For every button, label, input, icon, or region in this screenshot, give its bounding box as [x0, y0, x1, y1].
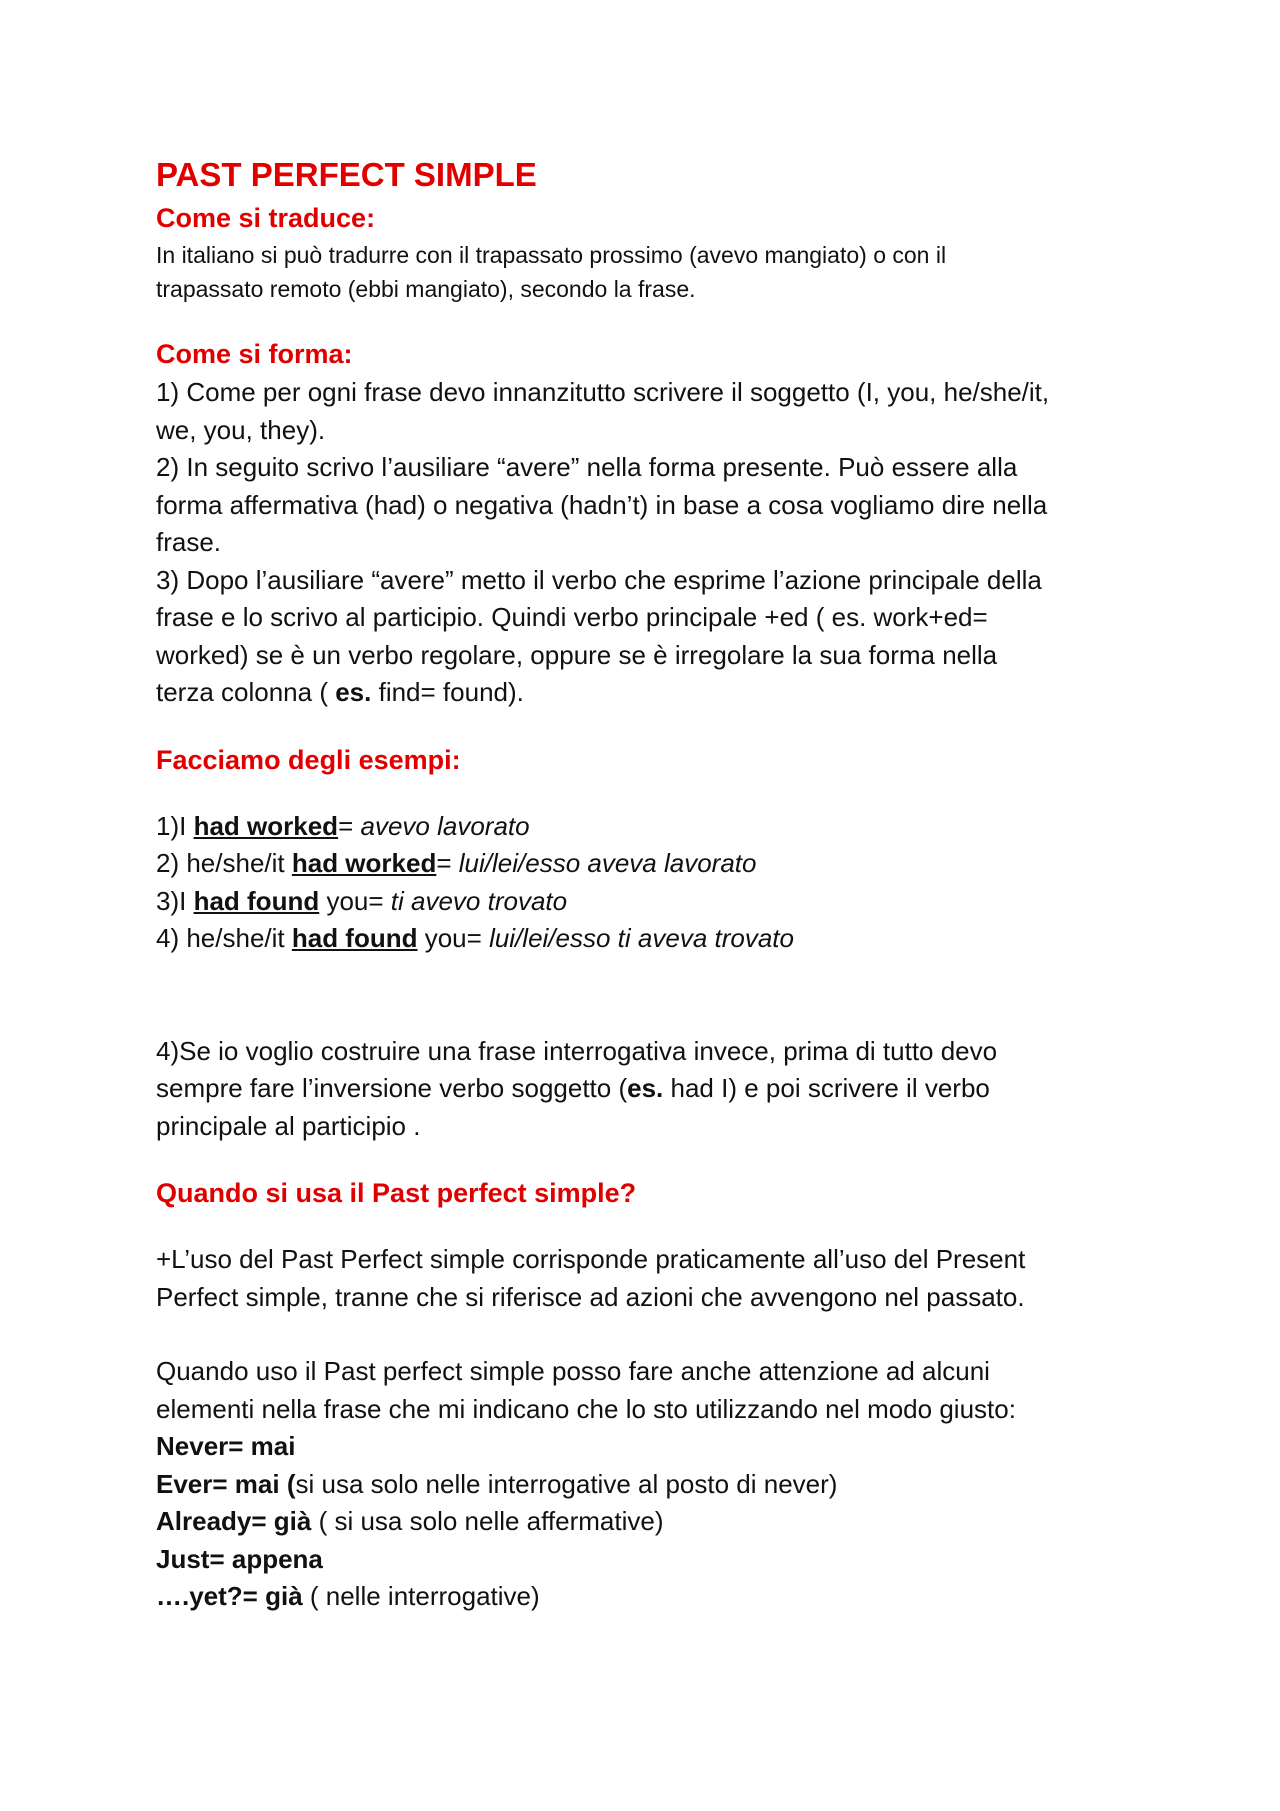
text-run: 2) he/she/it	[156, 848, 292, 878]
paragraph-line: principale al participio .	[156, 1110, 421, 1141]
example-line	[156, 883, 1136, 921]
paragraph-line	[156, 674, 1136, 712]
example-verb: had found	[291, 923, 418, 953]
section-heading-examples: Facciamo degli esempi:	[156, 744, 461, 775]
text-run: sempre fare l’inversione verbo soggetto (	[156, 1073, 628, 1103]
text-run: you=	[417, 923, 490, 953]
section-heading-usage: Quando si usa il Past perfect simple?	[156, 1178, 637, 1208]
text-run: 4) he/she/it	[156, 923, 292, 953]
keyword-line	[156, 1541, 1136, 1579]
document-page	[156, 152, 1136, 1616]
keyword-note: si usa solo nelle interrogative al posto di never)	[295, 1468, 838, 1499]
bold-text: es.	[335, 677, 372, 707]
keyword-line	[156, 1503, 1136, 1541]
text-run: terza colonna (	[156, 677, 336, 707]
spacer	[156, 712, 1136, 740]
keyword: Never= mai	[156, 1431, 296, 1461]
example-verb: had found	[193, 885, 320, 916]
text-run: you=	[319, 885, 391, 916]
keyword-line	[156, 1578, 1136, 1616]
spacer	[156, 306, 1136, 334]
keyword: ….yet?= già	[156, 1581, 303, 1611]
paragraph-line	[156, 1070, 1136, 1108]
page-title: PAST PERFECT SIMPLE	[156, 156, 537, 193]
paragraph-line: 2) In seguito scrivo l’ausiliare “avere” nella forma presente. Può essere alla	[156, 452, 1018, 482]
paragraph-line: frase.	[156, 527, 222, 557]
example-line	[156, 845, 1136, 883]
keyword-note: ( nelle interrogative)	[302, 1581, 540, 1611]
example-translation: lui/lei/esso aveva lavorato	[458, 848, 757, 878]
paragraph-line: Quando uso il Past perfect simple posso fare anche attenzione ad alcuni	[156, 1356, 990, 1386]
paragraph-line: 3) Dopo l’ausiliare “avere” metto il verbo che esprime l’azione principale della	[156, 564, 1042, 595]
text-run: find= found).	[371, 677, 524, 707]
paragraph-line: worked) se è un verbo regolare, oppure se è irregolare la sua forma nella	[156, 639, 998, 670]
example-line	[156, 808, 1136, 846]
text-run: =	[436, 848, 459, 878]
text-run: 1)I	[156, 810, 194, 841]
spacer	[156, 1145, 1136, 1173]
keyword-line	[156, 1428, 1136, 1466]
section-heading-formation: Come si forma:	[156, 339, 353, 369]
paragraph-line: elementi nella frase che mi indicano che lo sto utilizzando nel modo giusto:	[156, 1393, 1016, 1424]
text-run: 3)I	[156, 885, 194, 916]
paragraph-line: we, you, they).	[156, 414, 326, 445]
keyword: Ever= mai (	[156, 1468, 296, 1499]
paragraph-line: trapassato remoto (ebbi mangiato), secondo la frase.	[156, 276, 696, 302]
example-translation: avevo lavorato	[360, 810, 530, 841]
paragraph-line: In italiano si può tradurre con il trapassato prossimo (avevo mangiato) o con il	[156, 242, 947, 268]
text-run: =	[338, 810, 361, 841]
text-run: had I) e poi scrivere il verbo	[663, 1073, 990, 1103]
example-verb: had worked	[193, 810, 339, 841]
keyword: Just= appena	[156, 1543, 323, 1574]
spacer	[156, 780, 1136, 808]
spacer	[156, 1316, 1136, 1353]
section-heading-translation: Come si traduce:	[156, 203, 376, 233]
spacer	[156, 1213, 1136, 1241]
example-translation: ti avevo trovato	[390, 885, 568, 916]
keyword: Already= già	[156, 1506, 312, 1536]
keyword-line	[156, 1466, 1136, 1504]
example-line	[156, 920, 1136, 958]
paragraph-line: frase e lo scrivo al participio. Quindi verbo principale +ed ( es. work+ed=	[156, 602, 988, 632]
bold-text: es.	[627, 1073, 664, 1103]
paragraph-line: 4)Se io voglio costruire una frase interrogativa invece, prima di tutto devo	[156, 1035, 998, 1066]
keyword-note: ( si usa solo nelle affermative)	[311, 1506, 664, 1536]
example-translation: lui/lei/esso ti aveva trovato	[489, 923, 794, 953]
paragraph-line: +L’uso del Past Perfect simple corrisponde praticamente all’uso del Present	[156, 1244, 1026, 1274]
paragraph-line: Perfect simple, tranne che si riferisce ad azioni che avvengono nel passato.	[156, 1281, 1025, 1312]
spacer	[156, 958, 1136, 1033]
paragraph-line: forma affermativa (had) o negativa (hadn’t) in base a cosa vogliamo dire nella	[156, 489, 1048, 520]
example-verb: had worked	[291, 848, 437, 878]
paragraph-line: 1) Come per ogni frase devo innanzitutto scrivere il soggetto (I, you, he/she/it,	[156, 377, 1050, 407]
